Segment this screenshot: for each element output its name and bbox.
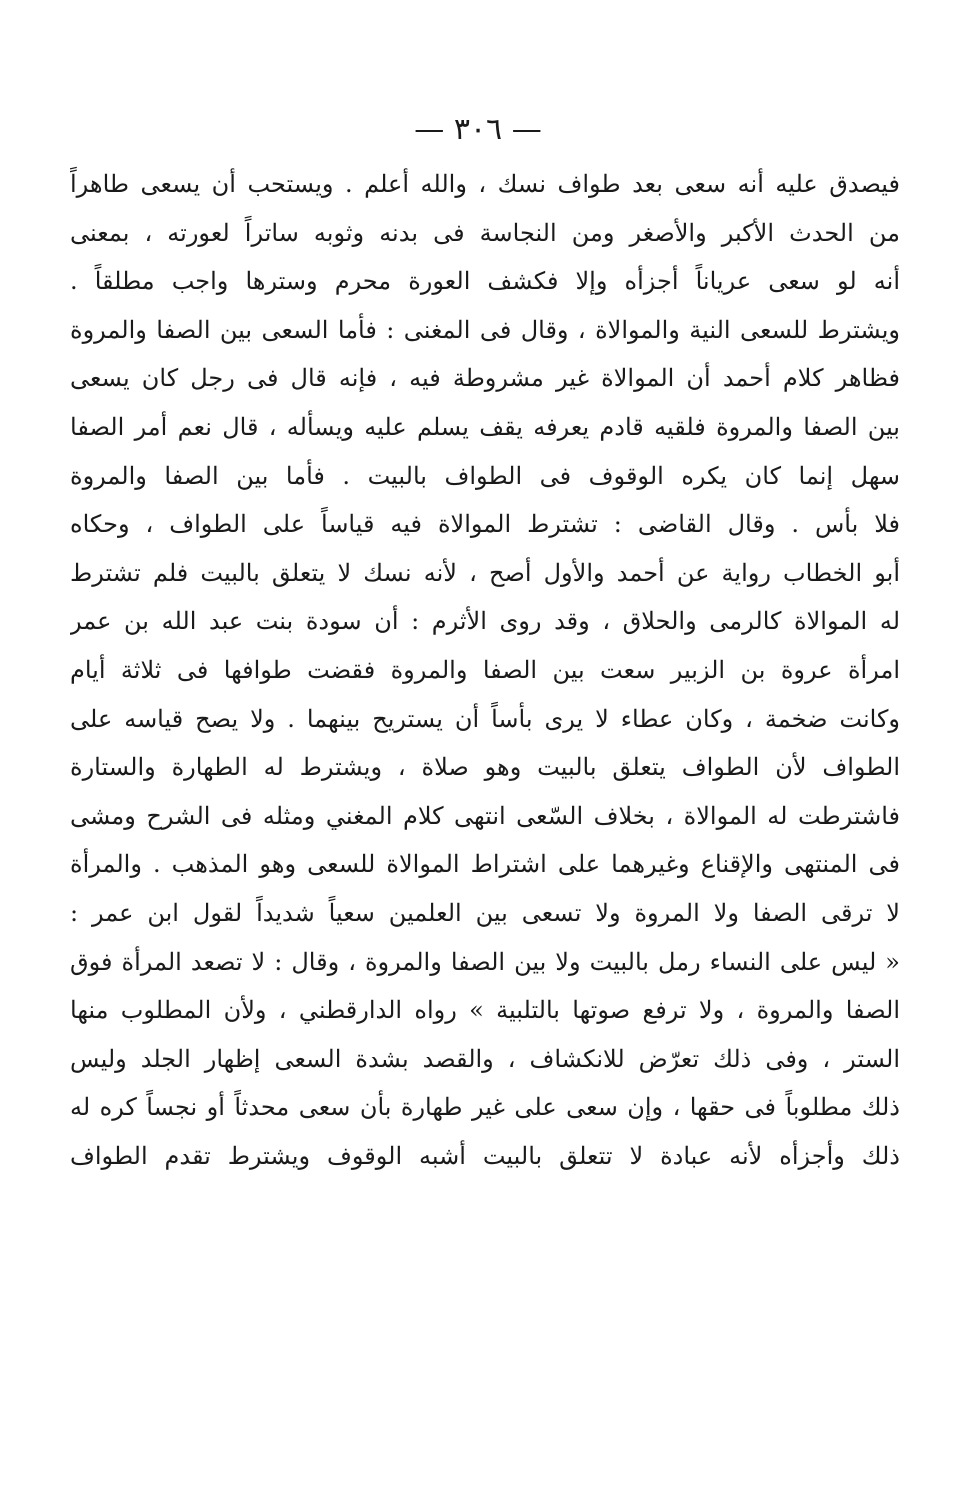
text-line: لا ترقى الصفا ولا المروة ولا تسعى بين العلمين سعياً شديداً لقول ابن عمر : [70, 898, 900, 927]
text-line: ذلك مطلوباً فى حقها ، وإن سعى على غير طهارة بأن سعى محدثاً أو نجساً كره له [70, 1093, 900, 1122]
text-line: وكانت ضخمة ، وكان عطاء لا يرى بأساً أن يستريح بينهما . ولا يصح قياسه على [70, 704, 900, 733]
text-line: من الحدث الأكبر والأصغر ومن النجاسة فى بدنه وثوبه ساتراً لعورته ، بمعنى [70, 218, 900, 247]
text-line: ذلك وأجزأه لأنه عبادة لا تتعلق بالبيت أشبه الوقوف ويشترط تقدم الطواف [70, 1141, 900, 1170]
text-line: له الموالاة كالرمى والحلاق ، وقد روى الأثرم : أن سودة بنت عبد الله بن عمر [70, 607, 900, 636]
text-line: فظاهر كلام أحمد أن الموالاة غير مشروطة فيه ، فإنه قال فى رجل كان يسعى [70, 364, 900, 393]
text-line: فى المنتهى والإقناع وغيرهما على اشتراط الموالاة للسعى وهو المذهب . والمرأة [70, 850, 900, 879]
text-line: ويشترط للسعى النية والموالاة ، وقال فى المغنى : فأما السعى بين الصفا والمروة [70, 315, 900, 344]
text-line: الصفا والمروة ، ولا ترفع صوتها بالتلبية » رواه الدارقطني ، ولأن المطلوب منها [70, 996, 900, 1025]
text-line: الطواف لأن الطواف يتعلق بالبيت وهو صلاة ، ويشترط له الطهارة والستارة [70, 753, 900, 782]
text-line: بين الصفا والمروة فلقيه قادم يعرفه يقف يسلم عليه ويسأله ، قال نعم أمر الصفا [70, 412, 900, 441]
text-line: أنه لو سعى عرياناً أجزأه وإلا فكشف العورة محرم وسترها واجب مطلقاً . [70, 267, 900, 296]
text-line: « ليس على النساء رمل بالبيت ولا بين الصفا والمروة ، وقال : لا تصعد المرأة فوق [70, 947, 900, 976]
text-line: فيصدق عليه أنه سعى بعد طواف نسك ، والله أعلم . ويستحب أن يسعى طاهراً [70, 170, 900, 198]
page-body-text [70, 160, 900, 1180]
text-line: امرأة عروة بن الزبير سعت بين الصفا والمروة فقضت طوافها فى ثلاثة أيام [70, 655, 900, 684]
text-line: فلا بأس . وقال القاضى : تشترط الموالاة فيه قياساً على الطواف ، وحكاه [70, 510, 900, 539]
text-line: أبو الخطاب رواية عن أحمد والأول أصح ، لأنه نسك لا يتعلق بالبيت فلم تشترط [70, 558, 900, 587]
text-line: سهل إنما كان يكره الوقوف فى الطواف بالبيت . فأما بين الصفا والمروة [70, 461, 900, 490]
text-line: الستر ، وفى ذلك تعرّض للانكشاف ، والقصد بشدة السعى إظهار الجلد وليس [70, 1044, 900, 1073]
page-number: — ٣٠٦ — [414, 112, 542, 147]
text-line: فاشترطت له الموالاة ، بخلاف السّعى انتهى كلام المغني ومثله فى الشرح ومشى [70, 801, 900, 830]
